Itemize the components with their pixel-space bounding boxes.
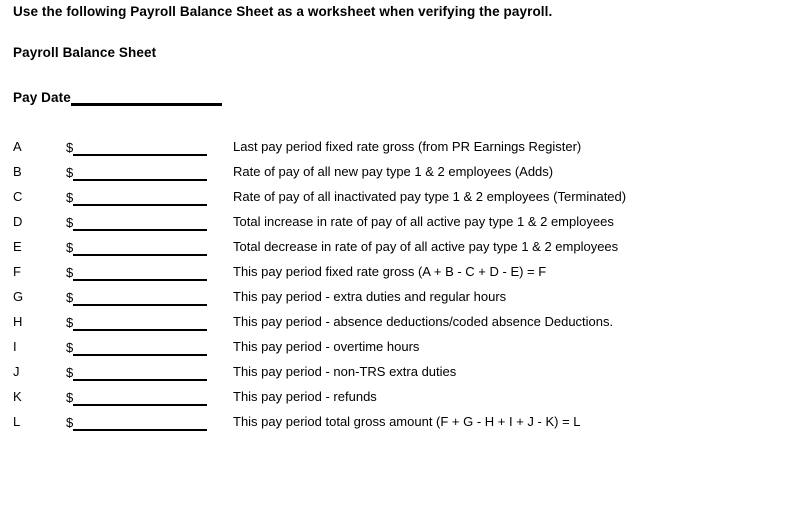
entry-amount-field[interactable]	[66, 338, 207, 356]
entry-amount-field[interactable]	[66, 213, 207, 231]
entry-letter: D	[13, 214, 23, 229]
entry-row	[0, 338, 803, 363]
entry-letter: J	[13, 364, 20, 379]
entry-amount-input[interactable]	[73, 364, 207, 381]
entry-row	[0, 288, 803, 313]
currency-symbol: $	[66, 140, 74, 155]
entry-amount-field[interactable]	[66, 313, 207, 331]
currency-symbol: $	[66, 315, 74, 330]
entry-amount-field[interactable]	[66, 263, 207, 281]
entry-row	[0, 163, 803, 188]
entry-row	[0, 238, 803, 263]
currency-symbol: $	[66, 190, 74, 205]
entry-letter: L	[13, 414, 21, 429]
entry-amount-input[interactable]	[73, 289, 207, 306]
currency-symbol: $	[66, 365, 74, 380]
page-title: Payroll Balance Sheet	[13, 45, 157, 60]
entry-amount-field[interactable]	[66, 188, 207, 206]
entry-amount-input[interactable]	[73, 389, 207, 406]
entry-letter: E	[13, 239, 22, 254]
currency-symbol: $	[66, 240, 74, 255]
entry-description: Last pay period fixed rate gross (from PR Earnings Register)	[233, 139, 582, 154]
entry-description: This pay period total gross amount (F + G - H + I + J - K) = L	[233, 414, 581, 429]
entry-description: Rate of pay of all new pay type 1 & 2 employees (Adds)	[233, 164, 554, 179]
instruction-line: Use the following Payroll Balance Sheet as a worksheet when verifying the payroll.	[13, 4, 553, 19]
entry-amount-field[interactable]	[66, 163, 207, 181]
entry-description: Total increase in rate of pay of all active pay type 1 & 2 employees	[233, 214, 614, 229]
entry-amount-input[interactable]	[73, 314, 207, 331]
entry-row	[0, 388, 803, 413]
entry-letter: B	[13, 164, 22, 179]
currency-symbol: $	[66, 415, 74, 430]
entry-amount-field[interactable]	[66, 363, 207, 381]
entry-amount-input[interactable]	[73, 189, 207, 206]
entry-letter: I	[13, 339, 17, 354]
pay-date-input[interactable]	[71, 87, 222, 106]
entry-description: This pay period - absence deductions/coded absence Deductions.	[233, 314, 614, 329]
entry-row	[0, 413, 803, 438]
entry-description: This pay period - non-TRS extra duties	[233, 364, 457, 379]
entry-letter: H	[13, 314, 23, 329]
entry-letter: G	[13, 289, 24, 304]
entry-list	[0, 138, 803, 438]
entry-amount-field[interactable]	[66, 288, 207, 306]
currency-symbol: $	[66, 265, 74, 280]
entry-amount-field[interactable]	[66, 238, 207, 256]
pay-date-label: Pay Date	[13, 90, 71, 105]
entry-description: Total decrease in rate of pay of all active pay type 1 & 2 employees	[233, 239, 619, 254]
entry-amount-input[interactable]	[73, 164, 207, 181]
entry-description: This pay period - overtime hours	[233, 339, 420, 354]
entry-amount-input[interactable]	[73, 139, 207, 156]
currency-symbol: $	[66, 165, 74, 180]
entry-description: Rate of pay of all inactivated pay type 1 & 2 employees (Terminated)	[233, 189, 627, 204]
entry-letter: A	[13, 139, 22, 154]
entry-row	[0, 138, 803, 163]
entry-amount-input[interactable]	[73, 339, 207, 356]
entry-description: This pay period - refunds	[233, 389, 377, 404]
currency-symbol: $	[66, 340, 74, 355]
entry-amount-field[interactable]	[66, 138, 207, 156]
entry-letter: K	[13, 389, 22, 404]
entry-amount-field[interactable]	[66, 413, 207, 431]
entry-amount-input[interactable]	[73, 239, 207, 256]
entry-description: This pay period fixed rate gross (A + B - C + D - E) = F	[233, 264, 547, 279]
entry-amount-input[interactable]	[73, 264, 207, 281]
currency-symbol: $	[66, 215, 74, 230]
entry-amount-input[interactable]	[73, 214, 207, 231]
entry-amount-input[interactable]	[73, 414, 207, 431]
currency-symbol: $	[66, 390, 74, 405]
entry-row	[0, 188, 803, 213]
entry-letter: C	[13, 189, 23, 204]
entry-amount-field[interactable]	[66, 388, 207, 406]
entry-row	[0, 213, 803, 238]
pay-date-row	[13, 87, 222, 106]
currency-symbol: $	[66, 290, 74, 305]
entry-row	[0, 313, 803, 338]
entry-letter: F	[13, 264, 21, 279]
entry-row	[0, 263, 803, 288]
entry-description: This pay period - extra duties and regular hours	[233, 289, 507, 304]
entry-row	[0, 363, 803, 388]
